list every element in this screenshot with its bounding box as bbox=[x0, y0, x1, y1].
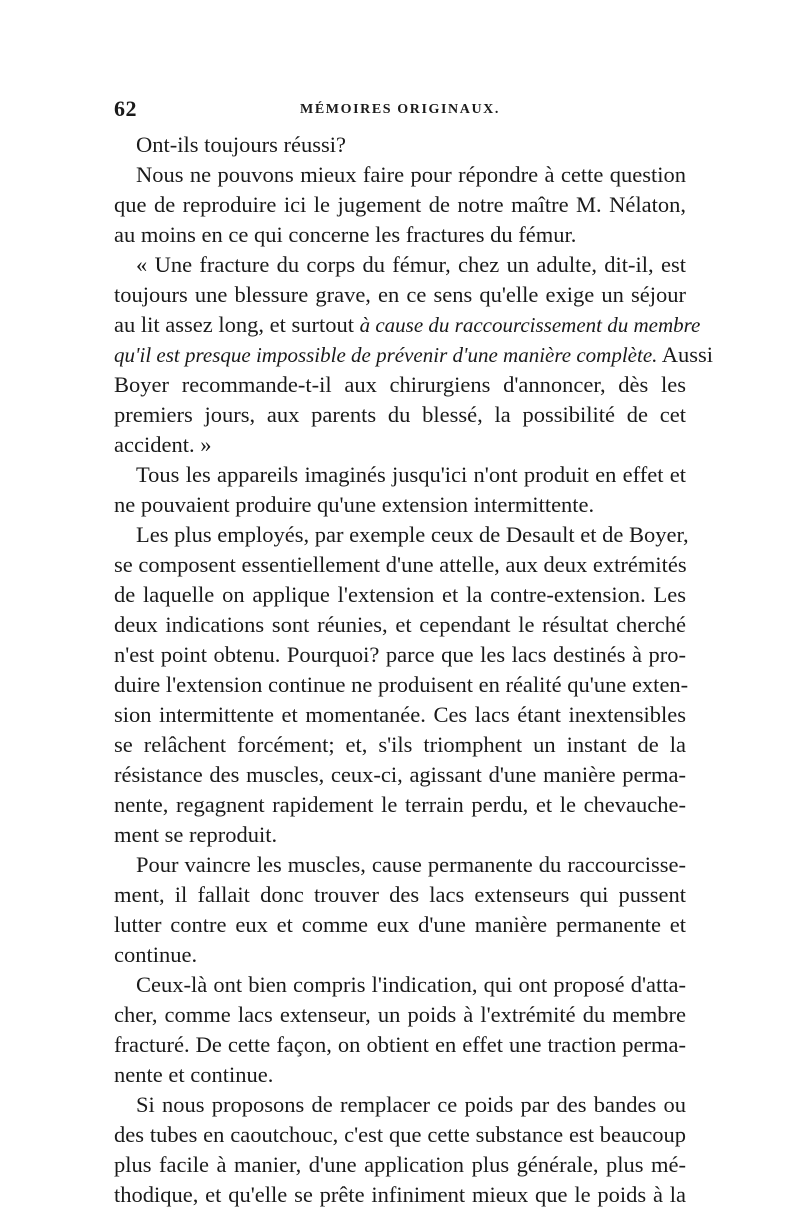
text-line: thodique, et qu'elle se prête infiniment mieux que le poids à la bbox=[114, 1182, 686, 1207]
text-line: Les plus employés, par exemple ceux de Desault et de Boyer, bbox=[136, 522, 689, 547]
text-line: Nous ne pouvons mieux faire pour répondre à cette question bbox=[136, 162, 686, 187]
text-line: que de reproduire ici le jugement de notre maître M. Nélaton, bbox=[114, 192, 686, 217]
text-line: deux indications sont réunies, et cependant le résultat cherché bbox=[114, 612, 686, 637]
running-title: MÉMOIRES ORIGINAUX. bbox=[300, 102, 500, 117]
text-line: qu'il est presque impossible de prévenir d'une manière complète. Aussi bbox=[114, 342, 714, 367]
text-line: « Une fracture du corps du fémur, chez un adulte, dit-il, est bbox=[136, 252, 686, 277]
text-line: se composent essentiellement d'une attelle, aux deux extrémités bbox=[114, 552, 687, 577]
text-line: au moins en ce qui concerne les fractures du fémur. bbox=[114, 222, 577, 247]
text-line: se relâchent forcément; et, s'ils triomphent un instant de la bbox=[114, 732, 686, 757]
text-line: Boyer recommande-t-il aux chirurgiens d'annoncer, dès les bbox=[114, 372, 686, 397]
page-number: 62 bbox=[114, 96, 137, 121]
text-line: au lit assez long, et surtout à cause du raccourcissement du membre bbox=[114, 312, 701, 337]
text-line: Pour vaincre les muscles, cause permanente du raccourcisse- bbox=[136, 852, 686, 877]
text-line: nente et continue. bbox=[114, 1062, 274, 1087]
text-line: ne pouvaient produire qu'une extension intermittente. bbox=[114, 492, 595, 517]
text-line: premiers jours, aux parents du blessé, la possibilité de cet bbox=[114, 402, 686, 427]
text-line: sion intermittente et momentanée. Ces lacs étant inextensibles bbox=[114, 702, 686, 727]
page-header bbox=[114, 96, 686, 126]
text-line: Ceux-là ont bien compris l'indication, qui ont proposé d'atta- bbox=[136, 972, 686, 997]
text-line: résistance des muscles, ceux-ci, agissant d'une manière perma- bbox=[114, 762, 686, 787]
text-line: ment, il fallait donc trouver des lacs extenseurs qui pussent bbox=[114, 882, 686, 907]
text-line: continue. bbox=[114, 942, 198, 967]
text-line: cher, comme lacs extenseur, un poids à l'extrémité du membre bbox=[114, 1002, 686, 1027]
text-line: toujours une blessure grave, en ce sens qu'elle exige un séjour bbox=[114, 282, 686, 307]
text-line: ment se reproduit. bbox=[114, 822, 278, 847]
text-line: Tous les appareils imaginés jusqu'ici n'ont produit en effet et bbox=[136, 462, 686, 487]
text-line: de laquelle on applique l'extension et la contre-extension. Les bbox=[114, 582, 686, 607]
text-line: des tubes en caoutchouc, c'est que cette substance est beaucoup bbox=[114, 1122, 686, 1147]
text-line: n'est point obtenu. Pourquoi? parce que les lacs destinés à pro- bbox=[114, 642, 686, 667]
text-line: fracturé. De cette façon, on obtient en effet une traction perma- bbox=[114, 1032, 686, 1057]
text-line: Ont-ils toujours réussi? bbox=[136, 132, 346, 157]
text-line: Si nous proposons de remplacer ce poids par des bandes ou bbox=[136, 1092, 686, 1117]
text-line: nente, regagnent rapidement le terrain perdu, et le chevauche- bbox=[114, 792, 686, 817]
text-line: lutter contre eux et comme eux d'une manière permanente et bbox=[114, 912, 686, 937]
text-line: accident. » bbox=[114, 432, 212, 457]
text-line: plus facile à manier, d'une application plus générale, plus mé- bbox=[114, 1152, 686, 1177]
text-line: duire l'extension continue ne produisent en réalité qu'une exten- bbox=[114, 672, 689, 697]
